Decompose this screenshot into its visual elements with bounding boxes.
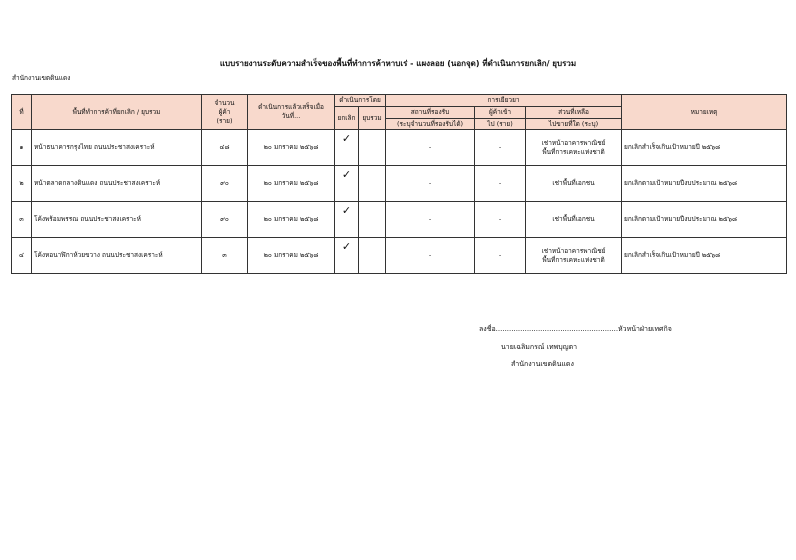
cell-vendors: ๓ <box>202 238 248 274</box>
signer-office: สำนักงานเขตดินแดง <box>511 360 574 368</box>
header-cancel: ยกเลิก <box>335 106 359 130</box>
header-remaining: ส่วนที่เหลือ <box>526 106 622 118</box>
signature-line: ลงชื่อ.......................................................หัวหน้าฝ่ายเทศกิจ <box>479 325 672 333</box>
cell-moved: - <box>475 166 526 202</box>
table-row <box>12 166 787 202</box>
cell-remaining: เช่าหน้าอาคารพาณิชย์ พื้นที่การเคหะแห่งชาติ <box>526 238 622 274</box>
document-title: แบบรายงานระดับความสำเร็จของพื้นที่ทำการค้าหาบเร่ - แผงลอย (นอกจุด) ที่ดำเนินการยกเลิก/ ยุบรวม <box>219 59 577 68</box>
header-moved: ผู้ค้าเข้า <box>475 106 526 118</box>
header-completed-date: ดำเนินการแล้วเสร็จเมื่อ วันที่... <box>248 95 335 130</box>
cell-remarks: ยกเลิกตามเป้าหมายปีงบประมาณ ๒๕๖๘ <box>622 166 787 202</box>
cell-place: - <box>386 130 475 166</box>
cell-vendors: ๔๘ <box>202 130 248 166</box>
cell-remarks: ยกเลิกตามเป้าหมายปีงบประมาณ ๒๕๖๘ <box>622 202 787 238</box>
cell-vendors: ๙๐ <box>202 166 248 202</box>
header-row-1 <box>12 95 787 107</box>
header-remarks: หมายเหตุ <box>622 95 787 130</box>
cell-moved: - <box>475 202 526 238</box>
cell-date: ๒๐ มกราคม ๒๕๖๘ <box>248 202 335 238</box>
cell-remaining: เช่าพื้นที่เอกชน <box>526 202 622 238</box>
cell-area: หน้าตลาดกลางดินแดง ถนนประชาสงเคราะห์ <box>32 166 202 202</box>
cell-merge <box>359 202 386 238</box>
cell-remaining: เช่าหน้าอาคารพาณิชย์ พื้นที่การเคหะแห่งชาติ <box>526 130 622 166</box>
header-moved-sub: ไป (ราย) <box>475 118 526 130</box>
cell-remarks: ยกเลิกสำเร็จเกินเป้าหมายปี ๒๕๖๘ <box>622 130 787 166</box>
cell-no: ๓ <box>12 202 32 238</box>
cell-no: ๑ <box>12 130 32 166</box>
cell-date: ๒๐ มกราคม ๒๕๖๘ <box>248 238 335 274</box>
cell-vendors: ๙๐ <box>202 202 248 238</box>
cell-place: - <box>386 202 475 238</box>
check-cancel: ✓ <box>335 202 359 238</box>
check-cancel: ✓ <box>335 238 359 274</box>
header-place: สถานที่รองรับ <box>386 106 475 118</box>
table-row <box>12 130 787 166</box>
cell-merge <box>359 238 386 274</box>
cell-moved: - <box>475 130 526 166</box>
header-action-by: ดำเนินการโดย <box>335 95 386 107</box>
cell-remarks: ยกเลิกสำเร็จเกินเป้าหมายปี ๒๕๖๘ <box>622 238 787 274</box>
cell-no: ๔ <box>12 238 32 274</box>
office-name: สำนักงานเขตดินแดง <box>12 74 71 82</box>
header-vendor-count: จำนวน ผู้ค้า (ราย) <box>202 95 248 130</box>
cell-area: หน้าธนาคารกรุงไทย ถนนประชาสงเคราะห์ <box>32 130 202 166</box>
header-merge: ยุบรวม <box>359 106 386 130</box>
cell-merge <box>359 130 386 166</box>
cell-area: โค้งหอนาฬิกาห้วยขวาง ถนนประชาสงเคราะห์ <box>32 238 202 274</box>
cell-merge <box>359 166 386 202</box>
header-area: พื้นที่ทำการค้าที่ยกเลิก / ยุบรวม <box>32 95 202 130</box>
header-place-sub: (ระบุจำนวนที่รองรับได้) <box>386 118 475 130</box>
table-row <box>12 238 787 274</box>
header-relocation: การเยียวยา <box>386 95 622 107</box>
cell-moved: - <box>475 238 526 274</box>
cell-remaining: เช่าพื้นที่เอกชน <box>526 166 622 202</box>
cell-date: ๒๐ มกราคม ๒๕๖๘ <box>248 130 335 166</box>
check-cancel: ✓ <box>335 130 359 166</box>
cell-place: - <box>386 238 475 274</box>
header-remaining-sub: ไปขายที่ใด (ระบุ) <box>526 118 622 130</box>
report-table <box>11 94 787 274</box>
cell-place: - <box>386 166 475 202</box>
signer-name: นายเฉลิมกรณ์ เทพบุญตา <box>501 343 578 351</box>
check-cancel: ✓ <box>335 166 359 202</box>
cell-no: ๒ <box>12 166 32 202</box>
cell-area: โค้งพร้อมพรรณ ถนนประชาสงเคราะห์ <box>32 202 202 238</box>
table-row <box>12 202 787 238</box>
cell-date: ๒๐ มกราคม ๒๕๖๘ <box>248 166 335 202</box>
header-no: ที่ <box>12 95 32 130</box>
